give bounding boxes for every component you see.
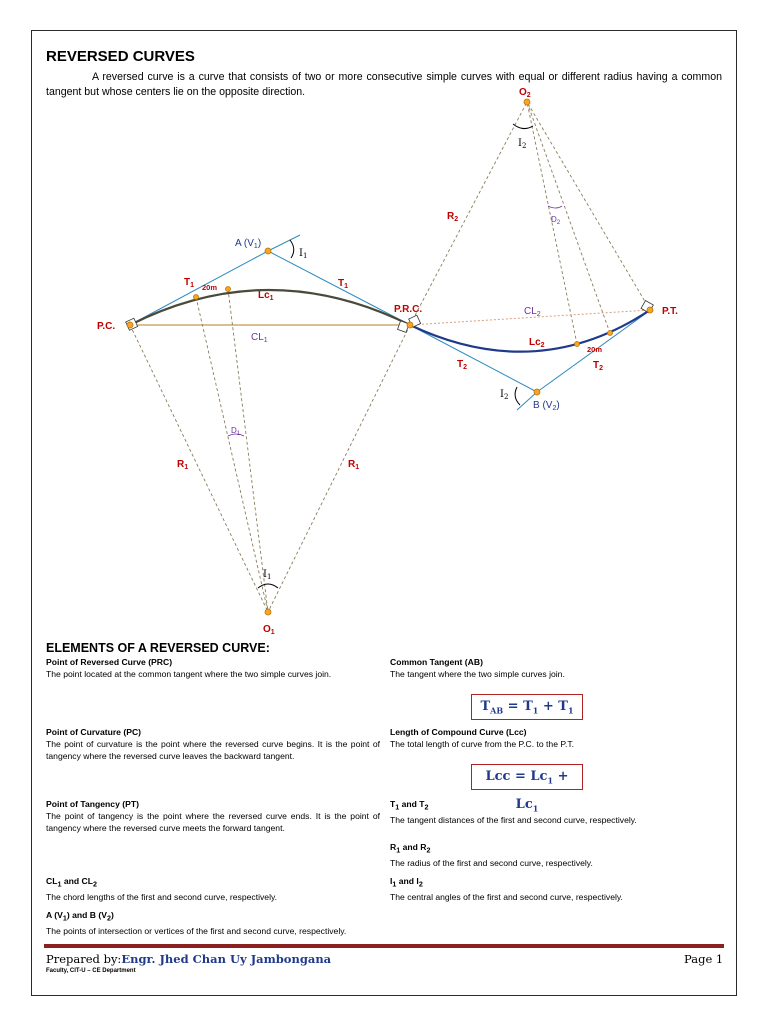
label-pc: P.C.	[97, 321, 116, 332]
term-pc-desc: The point of curvature is the point where the reversed curve begins. It is the point of tangency where the reversed curve leaves the backward tangent.	[46, 739, 380, 762]
label-pt: P.T.	[662, 306, 678, 317]
label-t2-left: $T_2$	[457, 359, 468, 371]
point-t1-mark	[194, 295, 199, 300]
angle-arc-i1-vertex	[290, 240, 294, 258]
label-d1: $D_1$	[231, 426, 241, 437]
angle-arc-i2-center	[513, 124, 533, 129]
footer-page-number: Page 1	[684, 952, 724, 966]
term-cl	[46, 875, 380, 903]
label-lc2: $Lc_2$	[529, 337, 545, 349]
angle-arc-i2-vertex	[515, 387, 520, 405]
point-o2	[524, 99, 530, 105]
radius-line-t1	[196, 297, 268, 612]
label-t2-right: $T_2$	[593, 360, 604, 372]
term-cl-name: $CL_1$ and $CL_2$	[46, 876, 97, 889]
term-r12-desc: The radius of the first and second curve, respectively.	[390, 857, 593, 868]
label-r1-right: $R_1$	[348, 459, 360, 471]
term-cl-desc: The chord lengths of the first and second curve, respectively.	[46, 891, 278, 902]
point-b	[534, 389, 540, 395]
radius-r2-right	[527, 102, 650, 310]
label-20m-2: 20m	[587, 345, 603, 354]
tangent-t1-back	[128, 251, 268, 326]
term-t12-desc: The tangent distances of the first and second curve, respectively.	[390, 814, 637, 825]
term-ab-name: A $(V_1)$ and B $(V_2)$	[46, 910, 114, 923]
term-i12	[390, 875, 720, 903]
label-lc1: $Lc_1$	[258, 290, 274, 302]
term-pt-name: Point of Tangency (PT)	[46, 799, 139, 809]
term-pt	[46, 798, 380, 835]
term-prc-desc: The point located at the common tangent where the two simple curves join.	[46, 669, 332, 680]
term-i12-name: $I_1$ and $I_2$	[390, 876, 423, 889]
term-lcc	[390, 726, 720, 750]
term-t12-name: $T_1$ and $T_2$	[390, 799, 429, 812]
label-d2: $D_2$	[551, 215, 561, 226]
label-i2-center: $I_2$	[518, 138, 527, 150]
label-o1: $O_1$	[263, 624, 275, 636]
radius-r1-left	[130, 325, 268, 612]
term-r12	[390, 841, 720, 869]
radius-r2-left	[410, 102, 527, 325]
footer-author: Engr. Jhed Chan Uy Jambongana	[121, 952, 332, 966]
label-i1-center: $I_1$	[263, 569, 272, 581]
term-common-tangent-desc: The tangent where the two simple curves join.	[390, 669, 565, 680]
term-prc	[46, 656, 380, 680]
term-common-tangent-name: Common Tangent (AB)	[390, 657, 483, 667]
footer-rule	[44, 944, 724, 948]
point-a	[265, 248, 271, 254]
label-r1-left: $R_1$	[177, 459, 189, 471]
label-r2: $R_2$	[447, 211, 459, 223]
term-ab-desc: The points of intersection or vertices of the first and second curve, respectively.	[46, 925, 347, 936]
point-pt	[647, 307, 653, 313]
point-t2-mark	[608, 331, 613, 336]
tangent-ext-a	[268, 235, 300, 251]
label-t1-right: $T_1$	[338, 278, 349, 290]
label-i2-vertex: $I_2$	[500, 389, 509, 401]
label-t1-left: $T_1$	[184, 277, 195, 289]
term-i12-desc: The central angles of the first and second curve, respectively.	[390, 891, 623, 902]
tangent-t2-back	[408, 324, 537, 392]
label-prc: P.R.C.	[394, 304, 423, 315]
page-title: REVERSED CURVES	[46, 48, 195, 65]
elements-heading: ELEMENTS OF A REVERSED CURVE:	[46, 641, 270, 655]
term-pt-desc: The point of tangency is the point where the reversed curve ends. It is the point of tangency where the reversed curve meets the forward tangent.	[46, 811, 380, 834]
label-20m-1: 20m	[202, 283, 218, 292]
point-prc	[407, 322, 413, 328]
footer-prepared-by: Prepared by:Engr. Jhed Chan Uy Jambongana	[46, 952, 332, 966]
angle-arc-d2	[548, 206, 562, 208]
label-cl2: $CL_2$	[524, 306, 541, 318]
term-pc	[46, 726, 380, 763]
term-t12	[390, 798, 720, 826]
point-pc	[127, 322, 133, 328]
point-20m-1	[226, 287, 231, 292]
radius-line-t2	[527, 102, 610, 333]
formula-lcc: Lcc = $Lc_1 + Lc_1$	[471, 764, 583, 790]
point-o1	[265, 609, 271, 615]
footer-faculty: Faculty, CIT-U – CE Department	[46, 968, 136, 974]
label-a-v1: A $(V_1)$	[235, 238, 262, 250]
term-lcc-name: Length of Compound Curve (Lcc)	[390, 727, 527, 737]
term-r12-name: $R_1$ and $R_2$	[390, 842, 431, 855]
term-prc-name: Point of Reversed Curve (PRC)	[46, 657, 173, 667]
term-pc-name: Point of Curvature (PC)	[46, 727, 142, 737]
label-b-v2: B $(V_2)$	[533, 400, 560, 412]
point-20m-2	[575, 342, 580, 347]
label-o2: $O_2$	[519, 87, 531, 99]
intro-paragraph: A reversed curve is a curve that consists of two or more consecutive simple curves with equal or different radius having a common tangent but whose centers lie on the opposite direction.	[46, 71, 722, 98]
radius-r1-right	[268, 325, 410, 612]
angle-arc-i1-center	[258, 584, 278, 588]
term-common-tangent	[390, 656, 720, 680]
label-i1-vertex: $I_1$	[299, 248, 308, 260]
formula-tab: $T_{AB} = T_1 + T_1$	[471, 694, 583, 720]
term-lcc-desc: The total length of curve from the P.C. to the P.T.	[390, 739, 575, 750]
term-ab	[46, 909, 706, 937]
label-cl1: $CL_1$	[251, 332, 268, 344]
